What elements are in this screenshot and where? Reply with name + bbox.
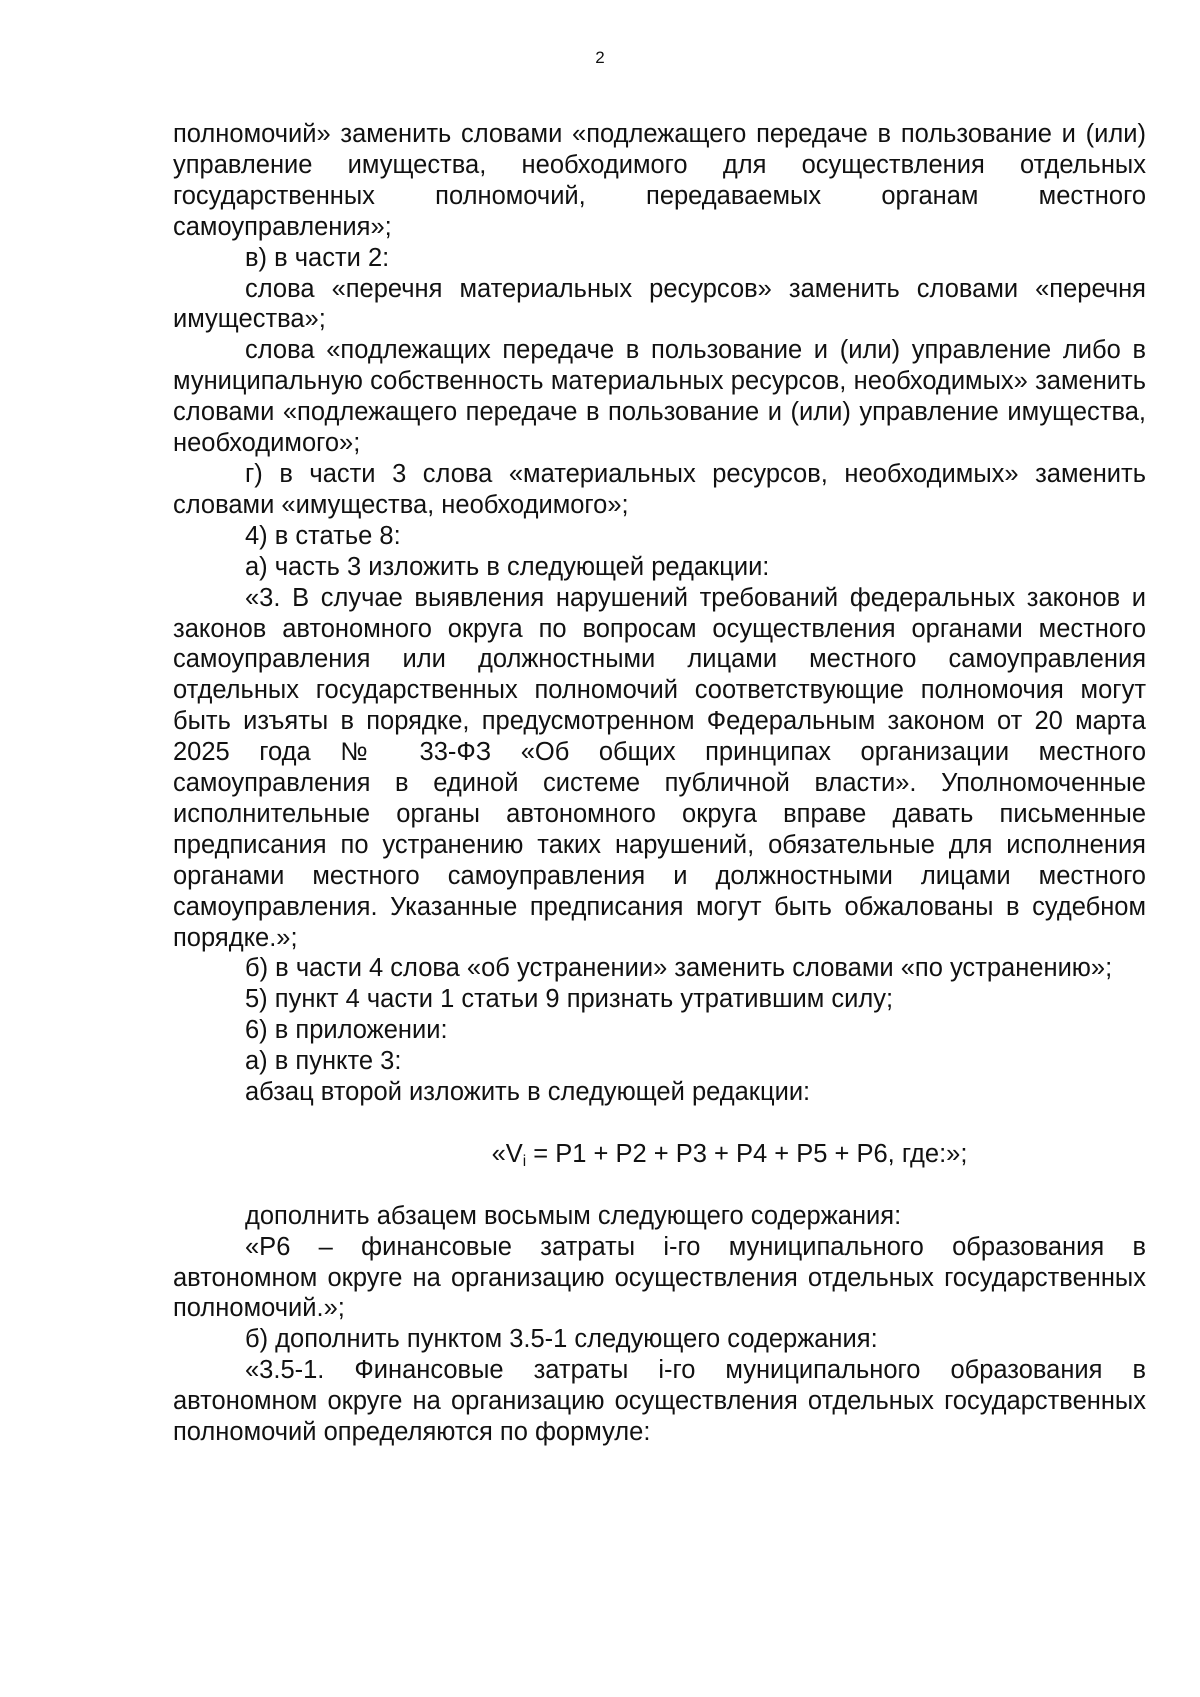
paragraph: г) в части 3 слова «материальных ресурсов, необходимых» заменить словами «имущества, необходимого»; — [173, 459, 1146, 519]
paragraph: б) дополнить пунктом 3.5-1 следующего содержания: — [245, 1325, 878, 1354]
paragraph: «P6 – финансовые затраты i-го муниципального образования в автономном округе на организацию осуществления отдельных государственных полномочий.»; — [173, 1232, 1146, 1323]
paragraph: а) часть 3 изложить в следующей редакции: — [245, 552, 770, 581]
paragraph: 5) пункт 4 части 1 статьи 9 признать утратившим силу; — [245, 985, 894, 1014]
document-body — [173, 119, 1146, 1448]
paragraph: 4) в статье 8: — [245, 521, 401, 550]
paragraph: б) в части 4 слова «об устранении» заменить словами «по устранению»; — [245, 954, 1113, 983]
paragraph: слова «подлежащих передаче в пользование и (или) управление либо в муниципальную собственность материальных ресурсов, необходимых» заменить словами «подлежащего передаче в пользование и (или) управление имущества, необходимого»; — [173, 336, 1146, 458]
formula — [173, 1108, 1146, 1201]
page-number: 2 — [595, 48, 605, 67]
paragraph: «3. В случае выявления нарушений требований федеральных законов и законов автономного округа по вопросам осуществления органами местного самоуправления или должностными лицами местного самоуправления отдельных государственных полномочий соответствующие полномочия могут быть изъяты в порядке, предусмотренном Федеральным законом от 20 марта 2025 года № 33-ФЗ «Об общих принципах организации местного самоуправления в единой системе публичной власти». Уполномоченные исполнительные органы автономного округа вправе давать письменные предписания по устранению таких нарушений, обязательные для исполнения органами местного самоуправления и должностными лицами местного самоуправления. Указанные предписания могут быть обжалованы в судебном порядке.»; — [173, 583, 1146, 952]
formula-subscript: i — [522, 1152, 527, 1170]
paragraph: полномочий» заменить словами «подлежащего передаче в пользование и (или) управление имущества, необходимого для осуществления отдельных государственных полномочий, передаваемых органам местного самоуправления»; — [173, 120, 1146, 241]
paragraph: в) в части 2: — [245, 243, 390, 272]
paragraph: «3.5-1. Финансовые затраты i-го муниципального образования в автономном округе на организацию осуществления отдельных государственных полномочий определяются по формуле: — [173, 1356, 1146, 1447]
paragraph: а) в пункте 3: — [245, 1047, 402, 1076]
paragraph: 6) в приложении: — [245, 1016, 448, 1045]
formula-prefix: «V — [491, 1139, 523, 1168]
paragraph: дополнить абзацем восьмым следующего содержания: — [245, 1201, 902, 1230]
paragraph: абзац второй изложить в следующей редакции: — [245, 1078, 811, 1107]
paragraph: слова «перечня материальных ресурсов» заменить словами «перечня имущества»; — [173, 274, 1146, 334]
formula-rest: = P1 + P2 + P3 + P4 + P5 + P6, где:»; — [526, 1139, 968, 1168]
